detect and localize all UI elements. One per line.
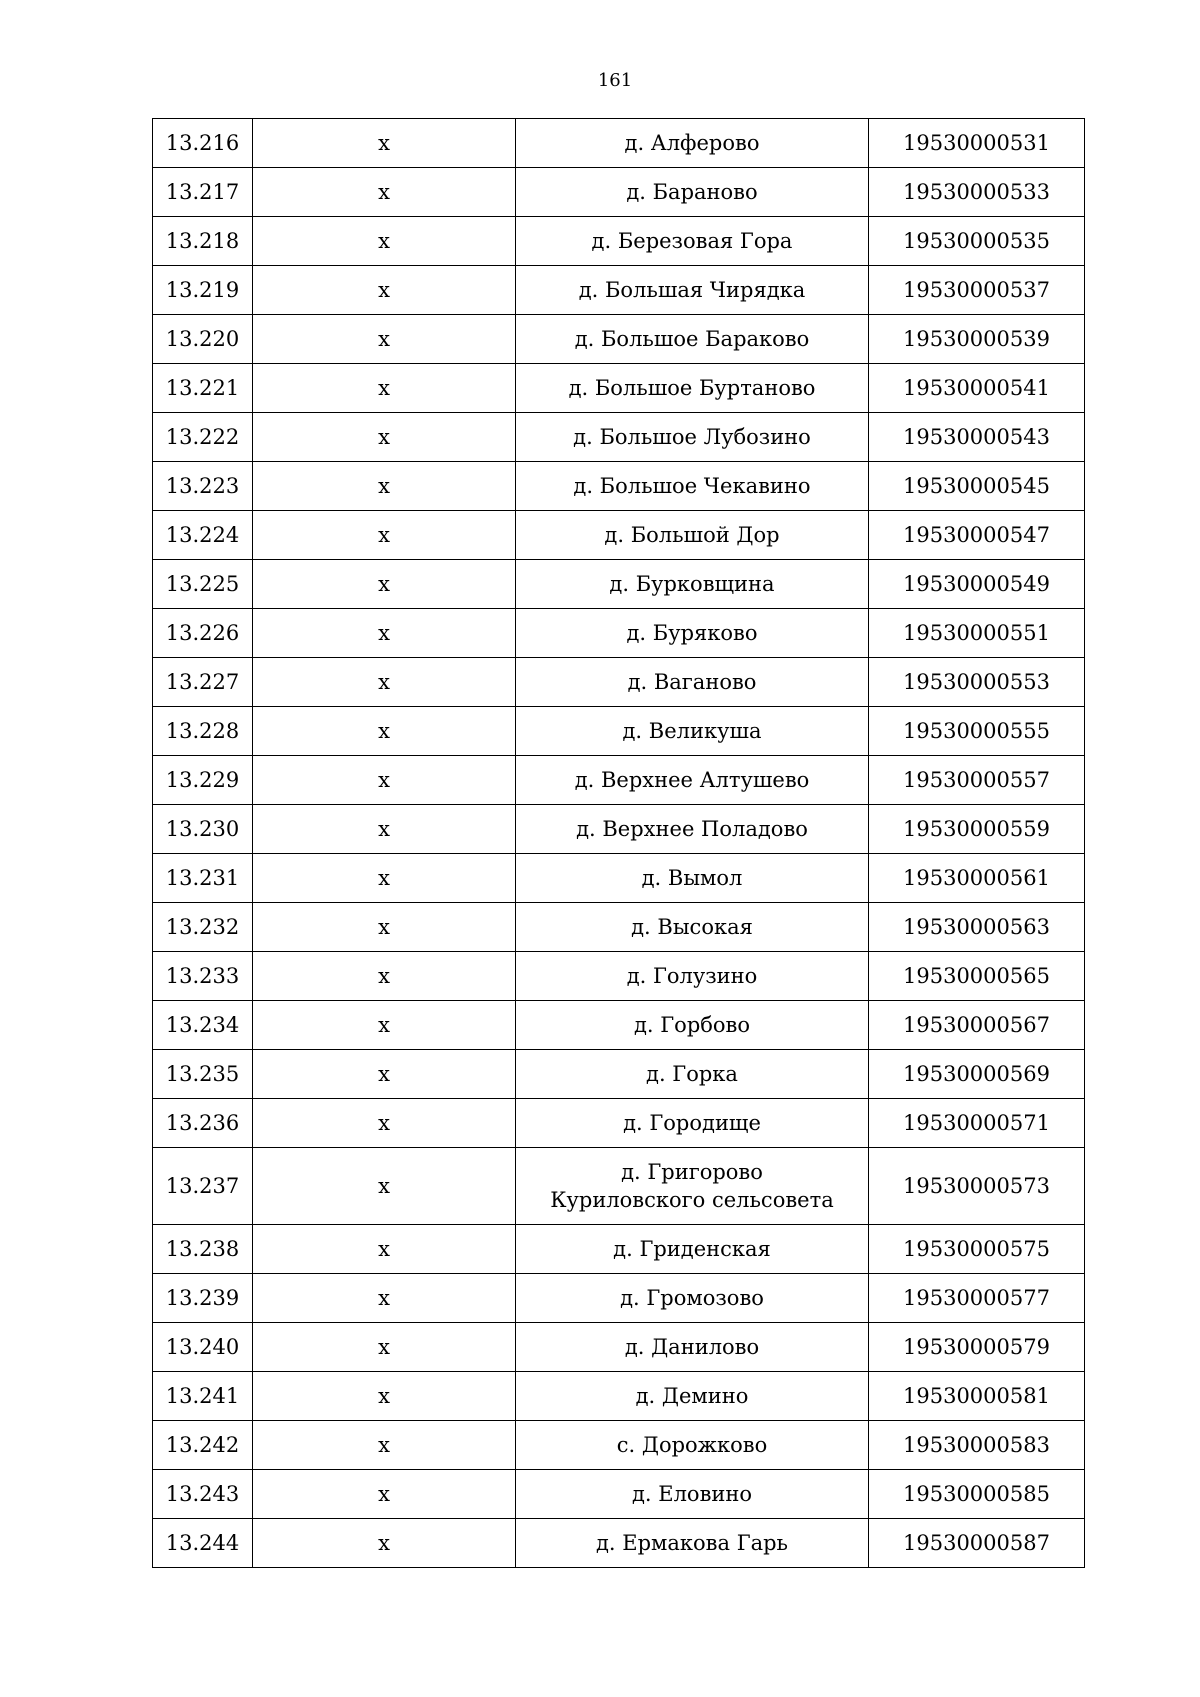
table-row — [153, 609, 1085, 658]
table-row — [153, 756, 1085, 805]
row-number-cell: 13.236 — [153, 1099, 253, 1148]
table-row — [153, 364, 1085, 413]
table-row — [153, 1148, 1085, 1225]
code-cell: 19530000575 — [869, 1225, 1085, 1274]
table-row — [153, 1470, 1085, 1519]
settlement-name-line: д. Громозово — [620, 1286, 764, 1310]
code-cell: 19530000551 — [869, 609, 1085, 658]
mark-cell: х — [253, 217, 516, 266]
settlement-name-line: д. Ермакова Гарь — [596, 1531, 788, 1555]
row-number-cell: 13.243 — [153, 1470, 253, 1519]
mark-cell: х — [253, 413, 516, 462]
table-row — [153, 560, 1085, 609]
mark-cell: х — [253, 658, 516, 707]
code-cell: 19530000561 — [869, 854, 1085, 903]
code-cell: 19530000569 — [869, 1050, 1085, 1099]
page-number: 161 — [597, 70, 633, 91]
mark-cell: х — [253, 1050, 516, 1099]
table-row — [153, 1519, 1085, 1568]
mark-cell: х — [253, 266, 516, 315]
code-cell: 19530000555 — [869, 707, 1085, 756]
row-number-cell: 13.224 — [153, 511, 253, 560]
table-row — [153, 658, 1085, 707]
settlement-name-cell — [516, 707, 869, 756]
settlement-name-cell — [516, 315, 869, 364]
table-row — [153, 511, 1085, 560]
code-cell: 19530000539 — [869, 315, 1085, 364]
mark-cell: х — [253, 1225, 516, 1274]
code-cell: 19530000553 — [869, 658, 1085, 707]
code-cell: 19530000567 — [869, 1001, 1085, 1050]
settlement-name-cell — [516, 609, 869, 658]
settlement-name-line: д. Гриденская — [613, 1237, 771, 1261]
row-number-cell: 13.229 — [153, 756, 253, 805]
settlement-name-line: д. Верхнее Алтушево — [574, 768, 810, 792]
row-number-cell: 13.234 — [153, 1001, 253, 1050]
settlement-name-line: д. Большое Буртаново — [568, 376, 816, 400]
settlement-name-line: с. Дорожково — [616, 1433, 768, 1457]
mark-cell: х — [253, 1372, 516, 1421]
mark-cell: х — [253, 903, 516, 952]
row-number-cell: 13.226 — [153, 609, 253, 658]
table-row — [153, 1274, 1085, 1323]
settlement-name-line: д. Березовая Гора — [591, 229, 793, 253]
code-cell: 19530000541 — [869, 364, 1085, 413]
settlement-name-line: д. Высокая — [631, 915, 753, 939]
settlement-name-cell — [516, 1148, 869, 1225]
mark-cell: х — [253, 462, 516, 511]
table-row — [153, 413, 1085, 462]
mark-cell: х — [253, 511, 516, 560]
settlement-name-cell — [516, 805, 869, 854]
mark-cell: х — [253, 805, 516, 854]
settlement-name-cell — [516, 1225, 869, 1274]
table-row — [153, 1099, 1085, 1148]
table-row — [153, 707, 1085, 756]
row-number-cell: 13.216 — [153, 119, 253, 168]
table-row — [153, 805, 1085, 854]
row-number-cell: 13.233 — [153, 952, 253, 1001]
settlement-name-line: д. Большая Чирядка — [578, 278, 806, 302]
row-number-cell: 13.228 — [153, 707, 253, 756]
settlement-name-cell — [516, 756, 869, 805]
row-number-cell: 13.219 — [153, 266, 253, 315]
settlements-table — [152, 118, 1085, 1568]
row-number-cell: 13.217 — [153, 168, 253, 217]
settlement-name-cell — [516, 168, 869, 217]
row-number-cell: 13.241 — [153, 1372, 253, 1421]
settlement-name-cell — [516, 854, 869, 903]
code-cell: 19530000547 — [869, 511, 1085, 560]
code-cell: 19530000545 — [869, 462, 1085, 511]
mark-cell: х — [253, 168, 516, 217]
table-row — [153, 952, 1085, 1001]
settlement-name-line: д. Еловино — [631, 1482, 753, 1506]
mark-cell: х — [253, 707, 516, 756]
settlement-name-cell — [516, 1323, 869, 1372]
table-row — [153, 903, 1085, 952]
settlement-name-line: д. Большое Лубозино — [573, 425, 811, 449]
row-number-cell: 13.230 — [153, 805, 253, 854]
row-number-cell: 13.240 — [153, 1323, 253, 1372]
code-cell: 19530000549 — [869, 560, 1085, 609]
table-row — [153, 168, 1085, 217]
mark-cell: х — [253, 119, 516, 168]
settlement-name-line: д. Голузино — [626, 964, 758, 988]
code-cell: 19530000573 — [869, 1148, 1085, 1225]
code-cell: 19530000557 — [869, 756, 1085, 805]
settlement-name-line: д. Горка — [646, 1062, 738, 1086]
settlement-name-cell — [516, 1001, 869, 1050]
table-body — [153, 119, 1085, 1568]
code-cell: 19530000587 — [869, 1519, 1085, 1568]
row-number-cell: 13.238 — [153, 1225, 253, 1274]
row-number-cell: 13.223 — [153, 462, 253, 511]
code-cell: 19530000577 — [869, 1274, 1085, 1323]
settlement-name-line: д. Бараново — [626, 180, 758, 204]
row-number-cell: 13.237 — [153, 1148, 253, 1225]
table-row — [153, 119, 1085, 168]
settlement-name-cell — [516, 217, 869, 266]
code-cell: 19530000531 — [869, 119, 1085, 168]
table-row — [153, 854, 1085, 903]
table-row — [153, 1050, 1085, 1099]
settlement-name-cell — [516, 658, 869, 707]
table-row — [153, 315, 1085, 364]
settlement-name-line: д. Большой Дор — [604, 523, 780, 547]
code-cell: 19530000535 — [869, 217, 1085, 266]
settlement-name-line: д. Большое Чекавино — [573, 474, 811, 498]
mark-cell: х — [253, 1001, 516, 1050]
settlement-name-line: Куриловского сельсовета — [550, 1188, 834, 1212]
mark-cell: х — [253, 854, 516, 903]
mark-cell: х — [253, 1148, 516, 1225]
mark-cell: х — [253, 1099, 516, 1148]
settlement-name-cell — [516, 364, 869, 413]
settlement-name-cell — [516, 903, 869, 952]
mark-cell: х — [253, 952, 516, 1001]
settlement-name-line: д. Городище — [623, 1111, 761, 1135]
settlement-name-cell — [516, 560, 869, 609]
code-cell: 19530000543 — [869, 413, 1085, 462]
settlement-name-cell — [516, 462, 869, 511]
row-number-cell: 13.232 — [153, 903, 253, 952]
table-row — [153, 266, 1085, 315]
mark-cell: х — [253, 1519, 516, 1568]
settlement-name-cell — [516, 1421, 869, 1470]
row-number-cell: 13.222 — [153, 413, 253, 462]
code-cell: 19530000571 — [869, 1099, 1085, 1148]
code-cell: 19530000581 — [869, 1372, 1085, 1421]
row-number-cell: 13.242 — [153, 1421, 253, 1470]
settlement-name-cell — [516, 1050, 869, 1099]
settlement-name-line: д. Верхнее Поладово — [576, 817, 808, 841]
code-cell: 19530000583 — [869, 1421, 1085, 1470]
table-row — [153, 1372, 1085, 1421]
code-cell: 19530000563 — [869, 903, 1085, 952]
code-cell: 19530000537 — [869, 266, 1085, 315]
code-cell: 19530000533 — [869, 168, 1085, 217]
settlement-name-cell — [516, 1470, 869, 1519]
row-number-cell: 13.239 — [153, 1274, 253, 1323]
settlement-name-cell — [516, 1099, 869, 1148]
settlement-name-cell — [516, 952, 869, 1001]
settlement-name-cell — [516, 119, 869, 168]
mark-cell: х — [253, 315, 516, 364]
settlement-name-line: д. Большое Бараково — [574, 327, 810, 351]
mark-cell: х — [253, 1470, 516, 1519]
settlement-name-line: д. Вымол — [641, 866, 743, 890]
settlement-name-cell — [516, 266, 869, 315]
table-row — [153, 1323, 1085, 1372]
settlement-name-cell — [516, 413, 869, 462]
row-number-cell: 13.227 — [153, 658, 253, 707]
mark-cell: х — [253, 609, 516, 658]
mark-cell: х — [253, 364, 516, 413]
code-cell: 19530000579 — [869, 1323, 1085, 1372]
table-row — [153, 462, 1085, 511]
mark-cell: х — [253, 1274, 516, 1323]
table-row — [153, 1001, 1085, 1050]
settlement-name-line: д. Алферово — [624, 131, 760, 155]
code-cell: 19530000585 — [869, 1470, 1085, 1519]
mark-cell: х — [253, 1421, 516, 1470]
settlement-name-line: д. Бурковщина — [609, 572, 775, 596]
mark-cell: х — [253, 560, 516, 609]
code-cell: 19530000559 — [869, 805, 1085, 854]
table-row — [153, 1225, 1085, 1274]
row-number-cell: 13.218 — [153, 217, 253, 266]
row-number-cell: 13.244 — [153, 1519, 253, 1568]
row-number-cell: 13.235 — [153, 1050, 253, 1099]
settlement-name-cell — [516, 1274, 869, 1323]
settlement-name-line: д. Горбово — [633, 1013, 751, 1037]
table-row — [153, 1421, 1085, 1470]
settlement-name-line: д. Демино — [635, 1384, 749, 1408]
code-cell: 19530000565 — [869, 952, 1085, 1001]
row-number-cell: 13.225 — [153, 560, 253, 609]
settlement-name-line: д. Ваганово — [627, 670, 757, 694]
settlement-name-line: д. Григорово — [621, 1160, 763, 1184]
settlement-name-cell — [516, 1372, 869, 1421]
row-number-cell: 13.221 — [153, 364, 253, 413]
settlement-name-cell — [516, 1519, 869, 1568]
row-number-cell: 13.220 — [153, 315, 253, 364]
mark-cell: х — [253, 1323, 516, 1372]
settlement-name-line: д. Буряково — [626, 621, 758, 645]
mark-cell: х — [253, 756, 516, 805]
table-row — [153, 217, 1085, 266]
settlement-name-line: д. Великуша — [622, 719, 762, 743]
settlement-name-cell — [516, 511, 869, 560]
row-number-cell: 13.231 — [153, 854, 253, 903]
settlement-name-line: д. Данилово — [624, 1335, 760, 1359]
